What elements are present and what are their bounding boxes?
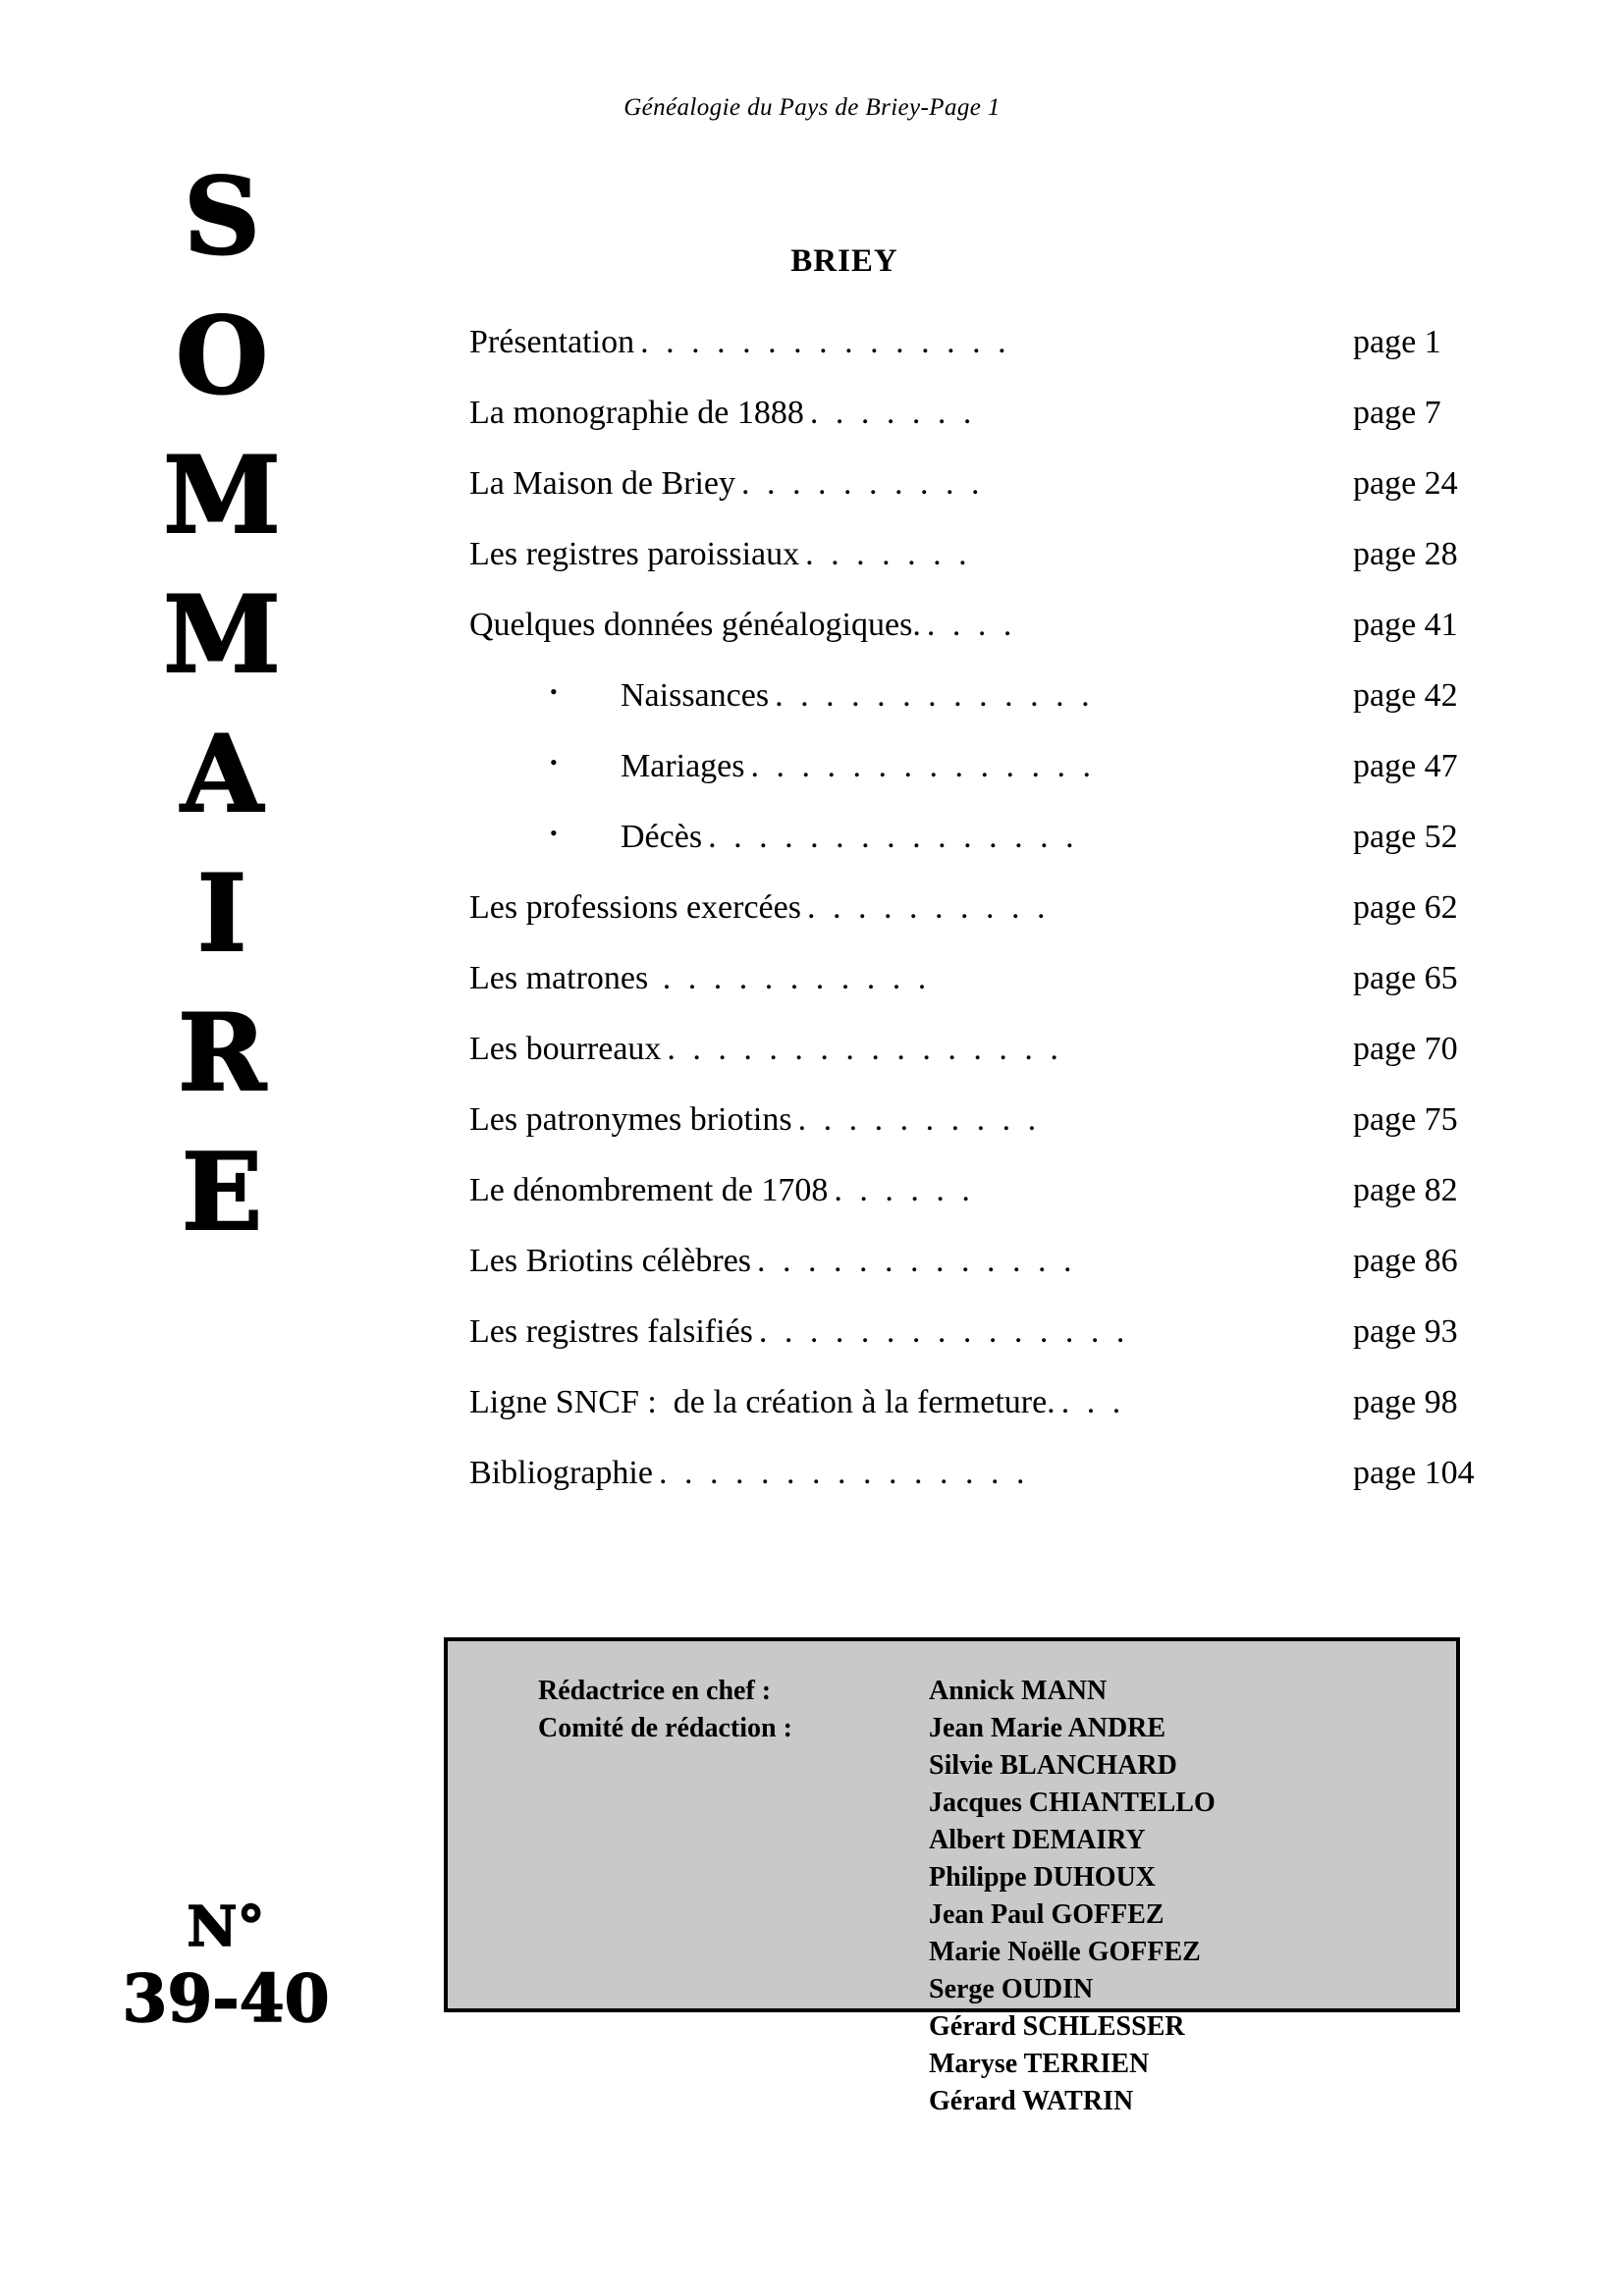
toc-leader-dots: . . . . . . . . . . . . . (757, 1243, 1077, 1279)
toc-entry-page: page 42 (1353, 677, 1458, 714)
sommaire-letter: O (175, 294, 267, 418)
toc-entry-page: page 70 (1353, 1031, 1458, 1067)
toc-entry-label: Bibliographie (469, 1455, 653, 1491)
toc-entry[interactable] (469, 465, 1458, 536)
sommaire-letter: A (181, 713, 261, 836)
credits-label: Comité de rédaction : (538, 1713, 792, 1743)
issue-number-value: 39-40 (122, 1960, 330, 2037)
credits-name: Gérard WATRIN (929, 2086, 1134, 2116)
credits-name: Albert DEMAIRY (929, 1825, 1146, 1855)
bullet-icon (550, 752, 621, 774)
toc-entry[interactable] (469, 960, 1458, 1031)
credits-label: Rédactrice en chef : (538, 1676, 772, 1706)
toc-leader-dots: . . . . . . . . . . (741, 465, 984, 502)
toc-entry[interactable] (469, 1313, 1458, 1384)
toc-entry-label: Les patronymes briotins (469, 1101, 792, 1138)
toc-leader-dots: . . . . . . . . . . . . . . . . (667, 1031, 1063, 1067)
issue-number (98, 1895, 353, 2038)
toc-sub-entry[interactable] (469, 819, 1458, 889)
toc-title: BRIEY (790, 243, 898, 279)
credits-names (929, 1673, 1216, 2120)
toc-leader-dots: . . . . . . (834, 1172, 975, 1208)
toc-entry[interactable] (469, 324, 1451, 395)
toc-entry-page: page 1 (1353, 324, 1441, 360)
toc-entry-page: page 28 (1353, 536, 1458, 572)
sommaire-letter: R (178, 991, 264, 1115)
toc-entry[interactable] (469, 536, 1458, 607)
toc-entry-page: page 82 (1353, 1172, 1458, 1208)
sommaire-letter: M (163, 573, 279, 697)
toc-leader-dots: . . . . . . . . . . . . . . . (640, 324, 1011, 360)
toc-entry-page: page 52 (1353, 819, 1458, 855)
toc-entry[interactable] (469, 1031, 1458, 1101)
toc-entry[interactable] (469, 395, 1451, 465)
toc-leader-dots: . . . . . . . . . . . . . . . (708, 819, 1079, 855)
credits-name: Jean Paul GOFFEZ (929, 1899, 1164, 1930)
credits-name: Maryse TERRIEN (929, 2049, 1150, 2079)
sommaire-letter: I (196, 852, 245, 976)
sommaire-letter: S (184, 155, 258, 279)
toc-entry-label: Les bourreaux (469, 1031, 662, 1067)
toc-entry-label: Décès (621, 819, 703, 855)
toc-entry-page: page 86 (1353, 1243, 1458, 1279)
toc-entry-label: Mariages (621, 748, 745, 784)
toc-entry-page: page 93 (1353, 1313, 1458, 1350)
toc-leader-dots: . . . . . . . . . . (797, 1101, 1041, 1138)
credits-box (444, 1637, 1460, 2116)
toc-entry[interactable] (469, 607, 1458, 677)
toc-entry[interactable] (469, 1243, 1458, 1313)
toc-entry-label: La Maison de Briey (469, 465, 735, 502)
toc-entry-label: Les Briotins célèbres (469, 1243, 752, 1279)
toc-leader-dots: . . . . . . . . . . . . . . (750, 748, 1096, 784)
toc-entry-page: page 41 (1353, 607, 1458, 643)
toc-entry-label: Les matrones (469, 960, 657, 996)
toc-entry[interactable] (469, 1455, 1475, 1525)
toc-entry-page: page 98 (1353, 1384, 1458, 1420)
toc-entry-label: Quelques données généalogiques. (469, 607, 921, 643)
credits-name: Jacques CHIANTELLO (929, 1788, 1216, 1818)
bullet-icon (550, 823, 621, 844)
toc-entry-page: page 75 (1353, 1101, 1458, 1138)
credits-name: Silvie BLANCHARD (929, 1750, 1177, 1781)
sommaire-letter: M (163, 434, 279, 558)
toc-entry-page: page 24 (1353, 465, 1458, 502)
toc-leader-dots: . . . (1060, 1384, 1125, 1420)
toc-entry-label: Les registres paroissiaux (469, 536, 800, 572)
toc-leader-dots: . . . . . . . . . . . (662, 960, 931, 996)
toc-leader-dots: . . . . (926, 607, 1016, 643)
toc-leader-dots: . . . . . . . (809, 395, 976, 431)
toc-entry-page: page 65 (1353, 960, 1458, 996)
toc-sub-entry[interactable] (469, 748, 1458, 819)
toc-entry[interactable] (469, 1384, 1458, 1455)
toc-entry-label: Ligne SNCF : de la création à la fermeture. (469, 1384, 1056, 1420)
running-header: Généalogie du Pays de Briey-Page 1 (623, 94, 1001, 121)
toc-entry[interactable] (469, 1172, 1458, 1243)
toc-leader-dots: . . . . . . . . . . . . . (775, 677, 1095, 714)
toc-entry-label: Le dénombrement de 1708 (469, 1172, 829, 1208)
credits-labels (538, 1673, 792, 1747)
toc-entry-label: Présentation (469, 324, 635, 360)
toc-entry-label: Les professions exercées (469, 889, 801, 926)
toc-entry-label: Naissances (621, 677, 770, 714)
toc-entry-page: page 104 (1353, 1455, 1475, 1491)
credits-name: Gérard SCHLESSER (929, 2011, 1185, 2042)
toc-entry-label: La monographie de 1888 (469, 395, 804, 431)
toc-leader-dots: . . . . . . . . . . (806, 889, 1050, 926)
toc-leader-dots: . . . . . . . . . . . . . . . (758, 1313, 1129, 1350)
toc-leader-dots: . . . . . . . (805, 536, 972, 572)
toc-leader-dots: . . . . . . . . . . . . . . . (658, 1455, 1029, 1491)
sommaire-vertical-title (147, 147, 295, 1262)
sommaire-letter: E (181, 1131, 261, 1255)
toc-entry[interactable] (469, 889, 1458, 960)
issue-number-label: N° (187, 1895, 265, 1959)
bullet-icon (550, 681, 621, 703)
toc-entry-page: page 62 (1353, 889, 1458, 926)
credits-name: Philippe DUHOUX (929, 1862, 1157, 1893)
toc-sub-entry[interactable] (469, 677, 1458, 748)
toc-entry-page: page 7 (1353, 395, 1441, 431)
credits-name: Jean Marie ANDRE (929, 1713, 1166, 1743)
toc-entry-page: page 47 (1353, 748, 1458, 784)
toc-entry-label: Les registres falsifiés (469, 1313, 753, 1350)
toc-entry[interactable] (469, 1101, 1458, 1172)
credits-name: Marie Noëlle GOFFEZ (929, 1937, 1201, 1967)
credits-name: Serge OUDIN (929, 1974, 1094, 2004)
credits-name: Annick MANN (929, 1676, 1108, 1706)
table-of-contents (469, 324, 1475, 1525)
